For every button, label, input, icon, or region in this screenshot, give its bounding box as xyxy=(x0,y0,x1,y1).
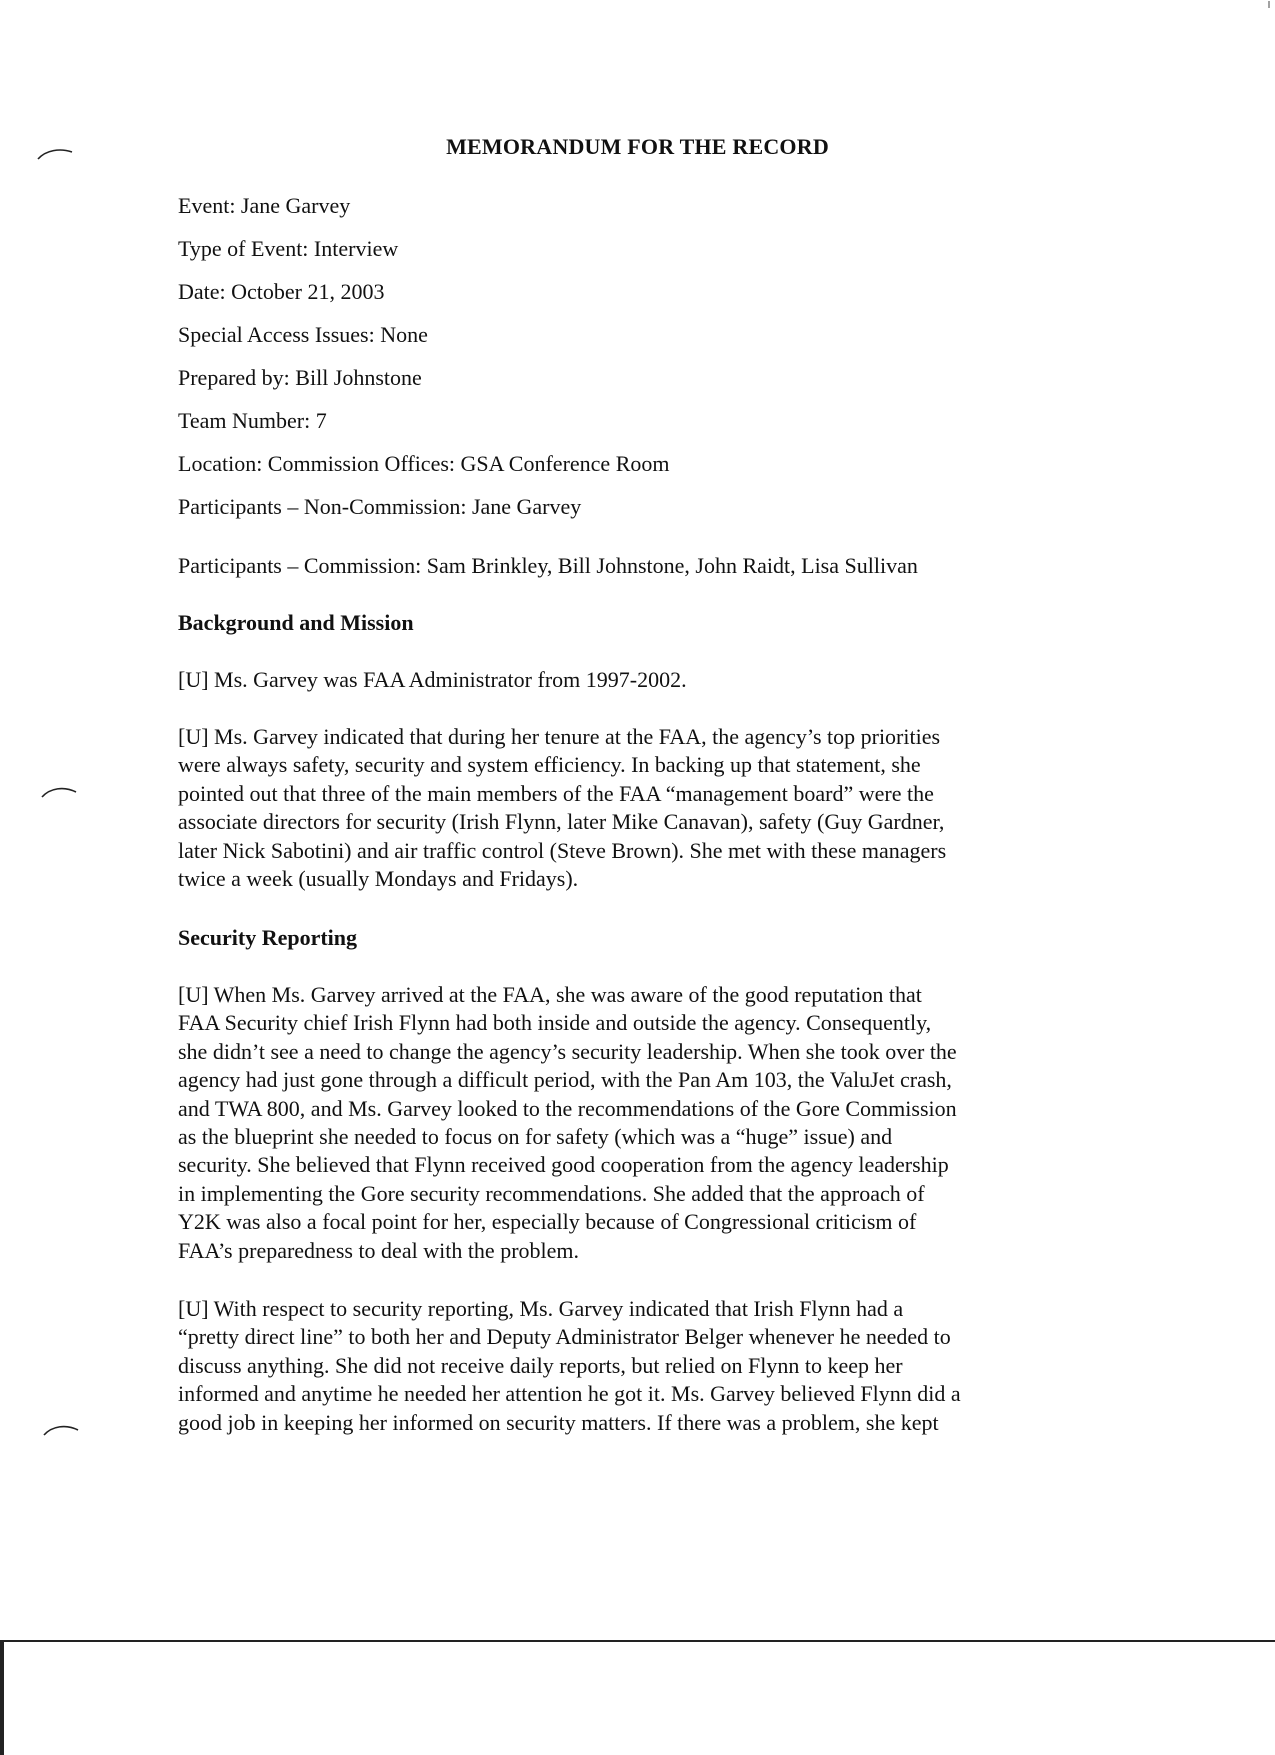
paragraph-line: agency had just gone through a difficult period, with the Pan Am 103, the ValuJet crash, xyxy=(178,1067,952,1093)
field-special-access: Special Access Issues: None xyxy=(178,322,428,347)
section-heading-background: Background and Mission xyxy=(178,610,414,635)
paragraph-line: in implementing the Gore security recommendations. She added that the approach of xyxy=(178,1180,925,1206)
paragraph-line: she didn’t see a need to change the agency’s security leadership. When she took over the xyxy=(178,1038,957,1064)
paragraph-line: informed and anytime he needed her attention he got it. Ms. Garvey believed Flynn did a xyxy=(178,1381,961,1407)
left-scan-edge xyxy=(0,1640,4,1755)
paragraph-line: security. She believed that Flynn received good cooperation from the agency leadership xyxy=(178,1152,949,1178)
field-participants-non-commission: Participants – Non-Commission: Jane Garvey xyxy=(178,494,582,519)
field-event: Event: Jane Garvey xyxy=(178,193,351,218)
field-team-number: Team Number: 7 xyxy=(178,408,327,433)
paragraph-line: [U] Ms. Garvey was FAA Administrator from 1997-2002. xyxy=(178,667,687,692)
margin-mark-3 xyxy=(42,1422,82,1438)
paragraph-line: [U] Ms. Garvey indicated that during her tenure at the FAA, the agency’s top priorities xyxy=(178,724,941,749)
paragraph-background-2 xyxy=(178,723,1083,893)
field-location: Location: Commission Offices: GSA Conference Room xyxy=(178,451,670,476)
paragraph-security-1 xyxy=(178,981,1083,1265)
section-heading-security-reporting: Security Reporting xyxy=(178,925,358,950)
paragraph-line: as the blueprint she needed to focus on for safety (which was a “huge” issue) and xyxy=(178,1124,893,1150)
field-type-of-event: Type of Event: Interview xyxy=(178,236,399,261)
paragraph-line: FAA’s preparedness to deal with the problem. xyxy=(178,1237,580,1263)
field-prepared-by: Prepared by: Bill Johnstone xyxy=(178,365,422,390)
paragraph-line: later Nick Sabotini) and air traffic control (Steve Brown). She met with these managers xyxy=(178,837,947,863)
paragraph-line: twice a week (usually Mondays and Fridays). xyxy=(178,866,579,892)
field-date: Date: October 21, 2003 xyxy=(178,279,385,304)
paragraph-line: “pretty direct line” to both her and Deputy Administrator Belger whenever he needed to xyxy=(178,1324,951,1350)
paragraph-line: discuss anything. She did not receive daily reports, but relied on Flynn to keep her xyxy=(178,1352,903,1378)
paragraph-line: good job in keeping her informed on security matters. If there was a problem, she kept xyxy=(178,1409,939,1435)
paragraph-line: associate directors for security (Irish Flynn, later Mike Canavan), safety (Guy Gardner, xyxy=(178,809,945,835)
paragraph-line: FAA Security chief Irish Flynn had both inside and outside the agency. Consequently, xyxy=(178,1010,932,1036)
memo-title: MEMORANDUM FOR THE RECORD xyxy=(446,134,829,159)
paragraph-line: Y2K was also a focal point for her, especially because of Congressional criticism of xyxy=(178,1209,917,1235)
margin-mark-2 xyxy=(40,784,80,800)
paragraph-line: [U] With respect to security reporting, Ms. Garvey indicated that Irish Flynn had a xyxy=(178,1296,904,1321)
paragraph-security-2 xyxy=(178,1295,1083,1437)
bottom-scan-border xyxy=(0,1640,1275,1642)
paragraph-background-1 xyxy=(178,666,1083,694)
field-participants-commission: Participants – Commission: Sam Brinkley, Bill Johnstone, John Raidt, Lisa Sullivan xyxy=(178,553,918,578)
paragraph-line: pointed out that three of the main members of the FAA “management board” were the xyxy=(178,780,934,806)
paragraph-line: [U] When Ms. Garvey arrived at the FAA, she was aware of the good reputation that xyxy=(178,982,922,1007)
corner-speck xyxy=(1266,0,1272,10)
paragraph-line: and TWA 800, and Ms. Garvey looked to the recommendations of the Gore Commission xyxy=(178,1095,957,1121)
paragraph-line: were always safety, security and system efficiency. In backing up that statement, she xyxy=(178,752,921,778)
